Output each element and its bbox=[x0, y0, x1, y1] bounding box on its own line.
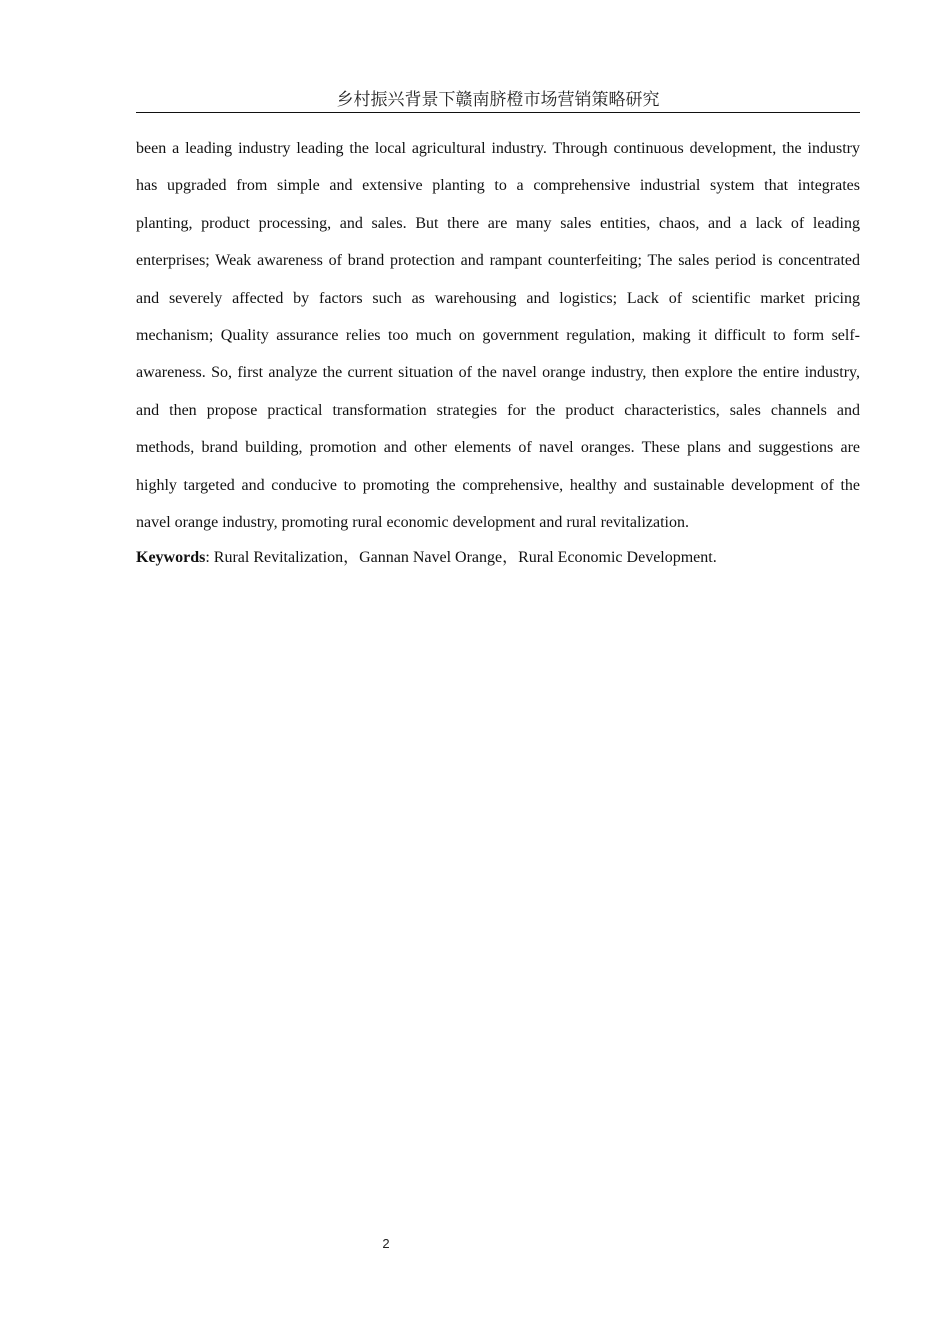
keywords-label: Keywords bbox=[136, 549, 206, 566]
page-number: 2 bbox=[382, 1236, 390, 1251]
paragraph-line: methods, brand building, promotion and other elements of navel oranges. These plans and suggestions are bbox=[136, 439, 860, 457]
paragraph-line: has upgraded from simple and extensive planting to a comprehensive industrial system that integrates bbox=[136, 177, 860, 195]
paragraph-line: awareness. So, first analyze the current situation of the navel orange industry, then explore the entire industry, bbox=[136, 364, 860, 382]
keywords-text: : Rural Revitalization，Gannan Navel Orange，Rural Economic Development. bbox=[205, 549, 717, 566]
keywords-line bbox=[136, 546, 860, 570]
paragraph-line: and then propose practical transformation strategies for the product characteristics, sales channels and bbox=[136, 401, 860, 419]
paragraph-line: and severely affected by factors such as warehousing and logistics; Lack of scientific market pricing bbox=[136, 289, 860, 307]
abstract-paragraph bbox=[136, 130, 860, 541]
running-header-title: 乡村振兴背景下赣南脐橙市场营销策略研究 bbox=[136, 88, 860, 113]
paragraph-line: navel orange industry, promoting rural economic development and rural revitalization. bbox=[136, 513, 689, 531]
paragraph-line: mechanism; Quality assurance relies too much on government regulation, making it difficult to form self- bbox=[136, 326, 860, 344]
paragraph-line: planting, product processing, and sales. But there are many sales entities, chaos, and a lack of leading bbox=[136, 214, 860, 232]
paragraph-line: enterprises; Weak awareness of brand protection and rampant counterfeiting; The sales period is concentrated bbox=[136, 252, 860, 270]
paragraph-line: been a leading industry leading the local agricultural industry. Through continuous development, the industry bbox=[136, 140, 860, 157]
paragraph-line: highly targeted and conducive to promoting the comprehensive, healthy and sustainable development of the bbox=[136, 476, 860, 494]
